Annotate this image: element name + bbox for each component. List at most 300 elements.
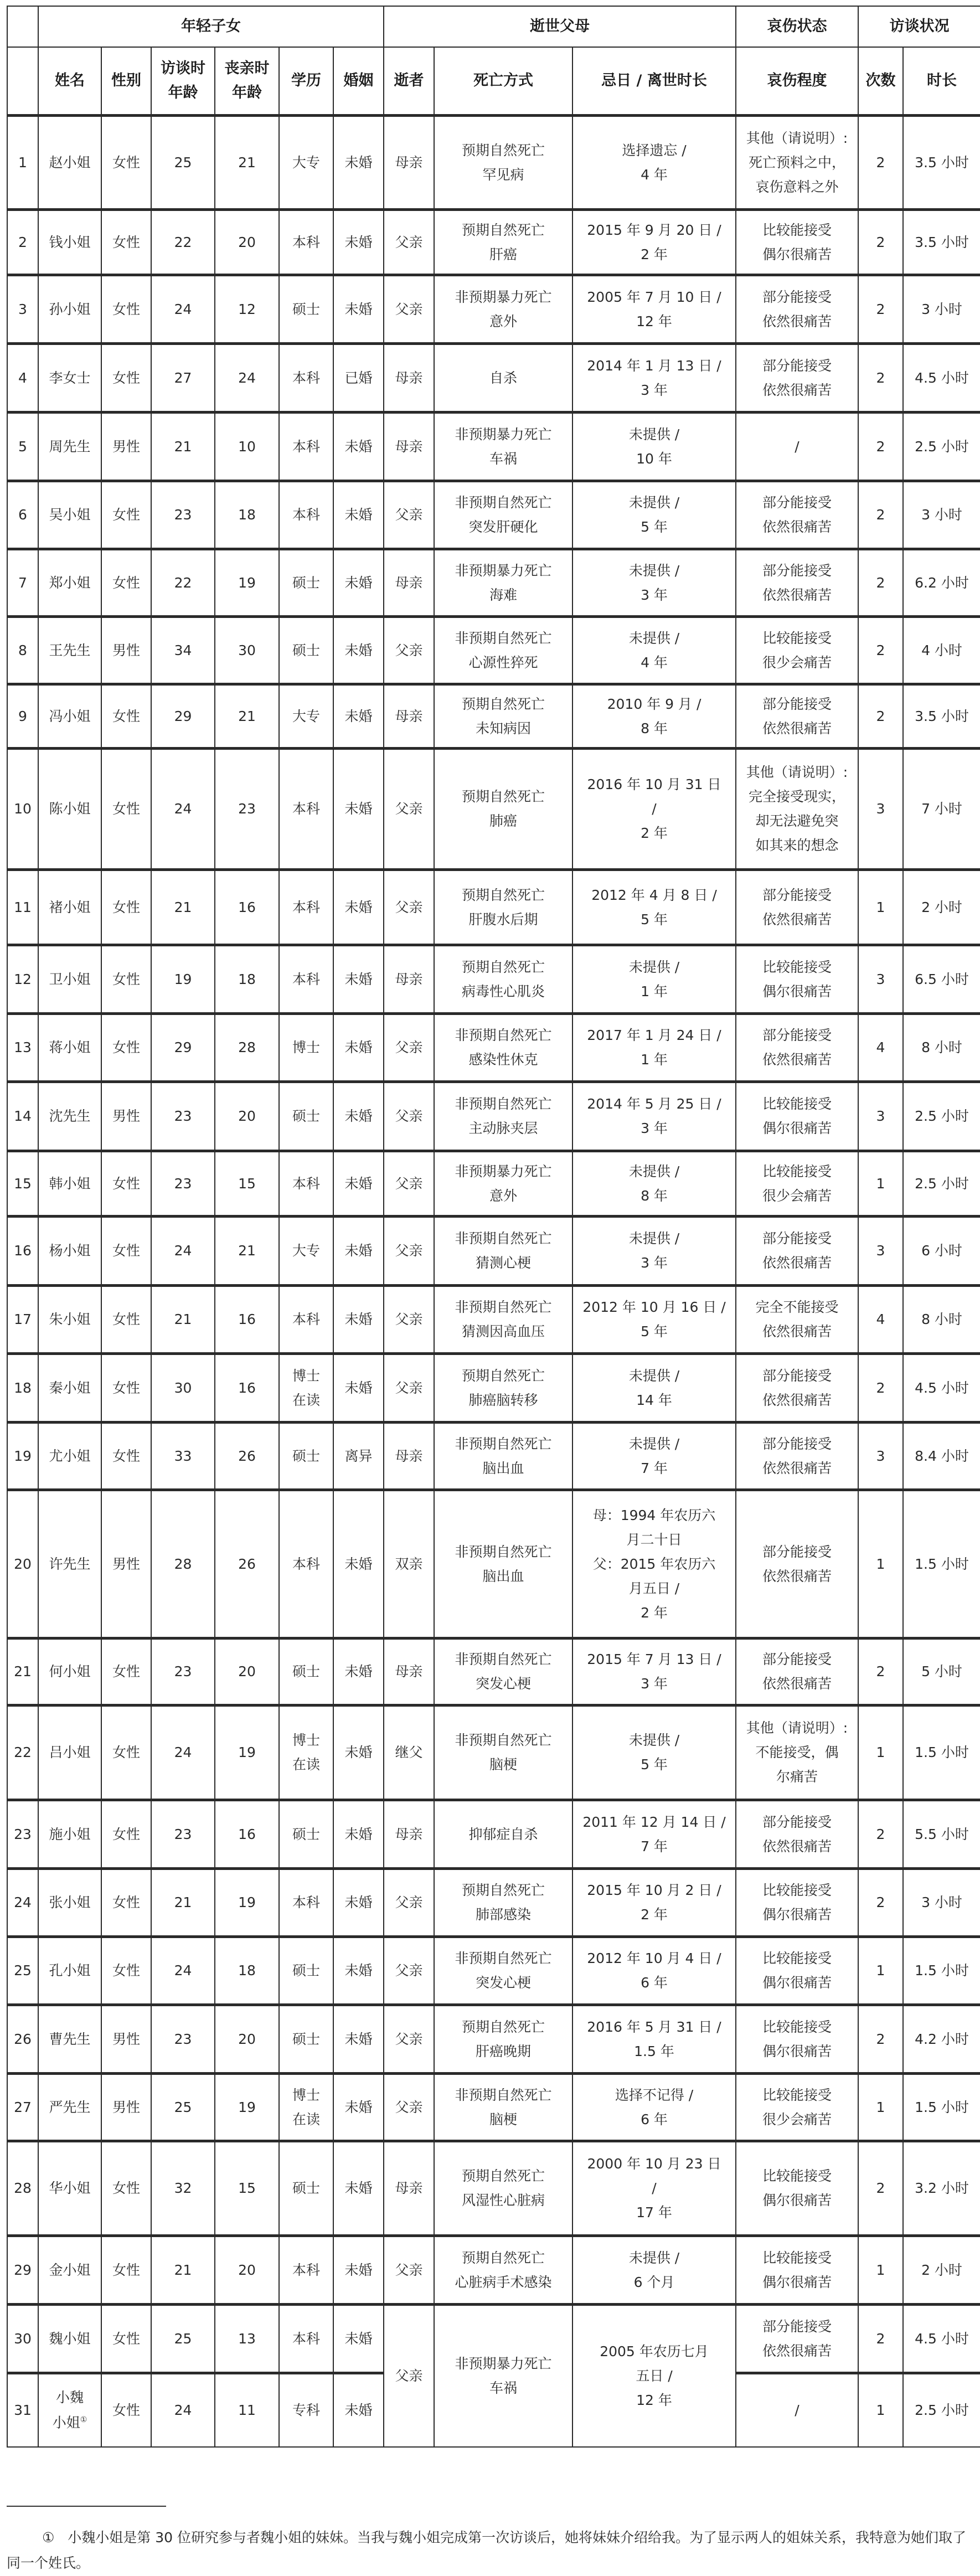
cell-education: 本科 <box>279 210 333 275</box>
cell-education: 本科 <box>279 870 333 945</box>
cell-deceased: 父亲 <box>384 275 434 344</box>
cell-no: 15 <box>7 1151 38 1217</box>
cell-age-interview: 34 <box>151 617 215 684</box>
table-row <box>7 2141 980 2236</box>
cell-sessions: 1 <box>858 1490 903 1639</box>
cell-date-duration: 2005 年农历七月 五日 / 12 年 <box>572 2305 736 2447</box>
cell-education: 硕士 <box>279 2141 333 2236</box>
cell-marital: 未婚 <box>333 870 384 945</box>
cell-duration: 1.5 小时 <box>903 1490 980 1639</box>
cell-date-duration: 2010 年 9 月 / 8 年 <box>572 684 736 749</box>
cell-age-interview: 30 <box>151 1354 215 1423</box>
cell-no: 27 <box>7 2074 38 2141</box>
cell-education: 硕士 <box>279 1423 333 1490</box>
cell-deceased: 父亲 <box>384 1937 434 2005</box>
cell-date-duration: 2015 年 10 月 2 日 / 2 年 <box>572 1869 736 1937</box>
cell-marital: 未婚 <box>333 481 384 549</box>
cell-grief: 部分能接受 依然很痛苦 <box>736 1217 858 1286</box>
cell-date-duration: 未提供 / 5 年 <box>572 481 736 549</box>
cell-duration: 3.2 小时 <box>903 2141 980 2236</box>
cell-sessions: 2 <box>858 413 903 481</box>
table-row <box>7 2236 980 2305</box>
cell-deceased: 父亲 <box>384 749 434 870</box>
cell-death-type: 预期自然死亡 未知病因 <box>434 684 572 749</box>
cell-deceased: 母亲 <box>384 1423 434 1490</box>
column-header: 时长 <box>903 47 980 116</box>
cell-gender: 男性 <box>101 2074 151 2141</box>
cell-date-duration: 2016 年 10 月 31 日 / 2 年 <box>572 749 736 870</box>
cell-death-type: 非预期自然死亡 突发肝硬化 <box>434 481 572 549</box>
cell-no: 24 <box>7 1869 38 1937</box>
cell-name: 施小姐 <box>38 1800 101 1869</box>
table-body <box>7 116 980 2447</box>
cell-death-type: 非预期自然死亡 猜测心梗 <box>434 1217 572 1286</box>
cell-date-duration: 2005 年 7 月 10 日 / 12 年 <box>572 275 736 344</box>
cell-duration: 6.5 小时 <box>903 945 980 1014</box>
cell-date-duration: 母：1994 年农历六 月二十日 父：2015 年农历六 月五日 / 2 年 <box>572 1490 736 1639</box>
cell-marital: 未婚 <box>333 2074 384 2141</box>
cell-age-loss: 20 <box>215 210 279 275</box>
cell-education: 博士 在读 <box>279 2074 333 2141</box>
cell-age-loss: 19 <box>215 2074 279 2141</box>
column-header: 死亡方式 <box>434 47 572 116</box>
cell-name: 尤小姐 <box>38 1423 101 1490</box>
footnote-reference[interactable]: ① <box>80 2415 87 2425</box>
table-row <box>7 1354 980 1423</box>
cell-deceased: 父亲 <box>384 870 434 945</box>
cell-age-interview: 23 <box>151 1800 215 1869</box>
cell-marital: 未婚 <box>333 617 384 684</box>
cell-duration: 1.5 小时 <box>903 1937 980 2005</box>
cell-gender: 女性 <box>101 116 151 210</box>
cell-marital: 未婚 <box>333 1639 384 1706</box>
table-row <box>7 116 980 210</box>
cell-grief: 部分能接受 依然很痛苦 <box>736 481 858 549</box>
cell-deceased: 继父 <box>384 1706 434 1800</box>
table-row <box>7 2305 980 2373</box>
cell-marital: 未婚 <box>333 1151 384 1217</box>
cell-grief: 比较能接受 偶尔很痛苦 <box>736 2005 858 2074</box>
cell-death-type: 非预期自然死亡 感染性休克 <box>434 1014 572 1082</box>
cell-sessions: 3 <box>858 749 903 870</box>
cell-sessions: 3 <box>858 1082 903 1151</box>
cell-date-duration: 2015 年 9 月 20 日 / 2 年 <box>572 210 736 275</box>
cell-education: 硕士 <box>279 275 333 344</box>
cell-gender: 女性 <box>101 1151 151 1217</box>
column-header: 学历 <box>279 47 333 116</box>
cell-age-interview: 32 <box>151 2141 215 2236</box>
cell-date-duration: 选择不记得 / 6 年 <box>572 2074 736 2141</box>
cell-gender: 女性 <box>101 1423 151 1490</box>
cell-sessions: 4 <box>858 1286 903 1354</box>
cell-marital: 未婚 <box>333 1869 384 1937</box>
cell-gender: 女性 <box>101 549 151 617</box>
cell-sessions: 4 <box>858 1014 903 1082</box>
cell-sessions: 1 <box>858 2236 903 2305</box>
cell-gender: 女性 <box>101 2373 151 2447</box>
table-row <box>7 1151 980 1217</box>
cell-deceased: 父亲 <box>384 1869 434 1937</box>
cell-age-interview: 23 <box>151 2005 215 2074</box>
cell-duration: 3 小时 <box>903 275 980 344</box>
cell-duration: 6 小时 <box>903 1217 980 1286</box>
cell-sessions: 2 <box>858 275 903 344</box>
cell-gender: 男性 <box>101 2005 151 2074</box>
cell-education: 博士 <box>279 1014 333 1082</box>
cell-death-type: 非预期自然死亡 突发心梗 <box>434 1639 572 1706</box>
cell-death-type: 非预期自然死亡 脑梗 <box>434 2074 572 2141</box>
cell-sessions: 2 <box>858 1800 903 1869</box>
cell-sessions: 3 <box>858 1423 903 1490</box>
cell-age-interview: 21 <box>151 870 215 945</box>
cell-gender: 女性 <box>101 945 151 1014</box>
cell-sessions: 2 <box>858 1869 903 1937</box>
cell-death-type: 预期自然死亡 肺癌脑转移 <box>434 1354 572 1423</box>
cell-age-interview: 29 <box>151 684 215 749</box>
cell-date-duration: 2017 年 1 月 24 日 / 1 年 <box>572 1014 736 1082</box>
cell-date-duration: 未提供 / 5 年 <box>572 1706 736 1800</box>
cell-no: 14 <box>7 1082 38 1151</box>
cell-age-interview: 33 <box>151 1423 215 1490</box>
cell-name: 蒋小姐 <box>38 1014 101 1082</box>
cell-sessions: 2 <box>858 2005 903 2074</box>
cell-sessions: 1 <box>858 2373 903 2447</box>
cell-grief: 部分能接受 依然很痛苦 <box>736 1014 858 1082</box>
table-row <box>7 1639 980 1706</box>
cell-name: 张小姐 <box>38 1869 101 1937</box>
cell-death-type: 非预期自然死亡 脑出血 <box>434 1490 572 1639</box>
cell-death-type: 预期自然死亡 肝癌 <box>434 210 572 275</box>
cell-education: 本科 <box>279 945 333 1014</box>
table-row <box>7 2005 980 2074</box>
footnote <box>7 2525 974 2576</box>
table-row <box>7 1014 980 1082</box>
cell-duration: 4.5 小时 <box>903 344 980 413</box>
cell-age-loss: 15 <box>215 2141 279 2236</box>
cell-age-interview: 24 <box>151 749 215 870</box>
cell-deceased: 母亲 <box>384 945 434 1014</box>
cell-date-duration: 2012 年 4 月 8 日 / 5 年 <box>572 870 736 945</box>
cell-marital: 未婚 <box>333 1354 384 1423</box>
cell-date-duration: 未提供 / 7 年 <box>572 1423 736 1490</box>
column-header: 次数 <box>858 47 903 116</box>
cell-marital: 未婚 <box>333 275 384 344</box>
cell-sessions: 2 <box>858 549 903 617</box>
cell-education: 大专 <box>279 116 333 210</box>
table-row <box>7 2074 980 2141</box>
cell-grief: 其他（请说明）: 死亡预料之中， 哀伤意料之外 <box>736 116 858 210</box>
cell-gender: 男性 <box>101 1082 151 1151</box>
cell-name: 严先生 <box>38 2074 101 2141</box>
cell-deceased: 父亲 <box>384 1354 434 1423</box>
cell-gender: 男性 <box>101 1490 151 1639</box>
cell-no: 29 <box>7 2236 38 2305</box>
cell-marital: 未婚 <box>333 684 384 749</box>
cell-education: 硕士 <box>279 1082 333 1151</box>
cell-deceased: 母亲 <box>384 413 434 481</box>
cell-death-type: 非预期暴力死亡 意外 <box>434 275 572 344</box>
cell-marital: 未婚 <box>333 1286 384 1354</box>
cell-gender: 男性 <box>101 413 151 481</box>
cell-gender: 女性 <box>101 1639 151 1706</box>
cell-duration: 5 小时 <box>903 1639 980 1706</box>
cell-no: 31 <box>7 2373 38 2447</box>
cell-deceased: 父亲 <box>384 1286 434 1354</box>
cell-age-loss: 30 <box>215 617 279 684</box>
cell-sessions: 3 <box>858 1217 903 1286</box>
cell-death-type: 预期自然死亡 心脏病手术感染 <box>434 2236 572 2305</box>
cell-age-interview: 23 <box>151 481 215 549</box>
cell-deceased: 父亲 <box>384 2005 434 2074</box>
cell-date-duration: 2015 年 7 月 13 日 / 3 年 <box>572 1639 736 1706</box>
cell-age-loss: 21 <box>215 116 279 210</box>
cell-gender: 女性 <box>101 1217 151 1286</box>
cell-duration: 2.5 小时 <box>903 1151 980 1217</box>
cell-grief: 比较能接受 偶尔很痛苦 <box>736 2141 858 2236</box>
cell-no: 26 <box>7 2005 38 2074</box>
column-header: 丧亲时 年龄 <box>215 47 279 116</box>
cell-duration: 2 小时 <box>903 2236 980 2305</box>
cell-marital: 未婚 <box>333 116 384 210</box>
cell-age-loss: 21 <box>215 1217 279 1286</box>
cell-marital: 未婚 <box>333 2305 384 2373</box>
cell-duration: 7 小时 <box>903 749 980 870</box>
cell-marital: 未婚 <box>333 2373 384 2447</box>
cell-duration: 2.5 小时 <box>903 413 980 481</box>
cell-death-type: 自杀 <box>434 344 572 413</box>
cell-gender: 男性 <box>101 617 151 684</box>
cell-marital: 未婚 <box>333 413 384 481</box>
group-header <box>7 6 38 47</box>
cell-no: 22 <box>7 1706 38 1800</box>
table-row <box>7 1286 980 1354</box>
column-header: 忌日 / 离世时长 <box>572 47 736 116</box>
cell-age-loss: 16 <box>215 1286 279 1354</box>
participants-table <box>7 6 980 2448</box>
cell-name: 小魏 小姐① <box>38 2373 101 2447</box>
cell-duration: 3 小时 <box>903 1869 980 1937</box>
cell-age-interview: 24 <box>151 1706 215 1800</box>
cell-gender: 女性 <box>101 210 151 275</box>
cell-deceased: 父亲 <box>384 2074 434 2141</box>
cell-marital: 未婚 <box>333 2236 384 2305</box>
cell-age-interview: 25 <box>151 116 215 210</box>
table-row <box>7 344 980 413</box>
cell-marital: 未婚 <box>333 2005 384 2074</box>
cell-grief: 部分能接受 依然很痛苦 <box>736 870 858 945</box>
cell-education: 硕士 <box>279 1800 333 1869</box>
cell-duration: 4.2 小时 <box>903 2005 980 2074</box>
cell-education: 本科 <box>279 2236 333 2305</box>
cell-deceased: 父亲 <box>384 1082 434 1151</box>
table-row <box>7 617 980 684</box>
cell-name: 秦小姐 <box>38 1354 101 1423</box>
footnote-mark: ① <box>42 2529 55 2546</box>
cell-date-duration: 未提供 / 1 年 <box>572 945 736 1014</box>
cell-duration: 5.5 小时 <box>903 1800 980 1869</box>
cell-sessions: 1 <box>858 1151 903 1217</box>
cell-gender: 女性 <box>101 749 151 870</box>
cell-sessions: 2 <box>858 210 903 275</box>
cell-grief: 部分能接受 依然很痛苦 <box>736 684 858 749</box>
cell-education: 本科 <box>279 1151 333 1217</box>
cell-marital: 未婚 <box>333 1490 384 1639</box>
cell-age-interview: 25 <box>151 2074 215 2141</box>
cell-grief: 比较能接受 偶尔很痛苦 <box>736 1082 858 1151</box>
cell-no: 2 <box>7 210 38 275</box>
cell-no: 7 <box>7 549 38 617</box>
cell-death-type: 非预期暴力死亡 意外 <box>434 1151 572 1217</box>
cell-name: 冯小姐 <box>38 684 101 749</box>
cell-name: 何小姐 <box>38 1639 101 1706</box>
cell-marital: 未婚 <box>333 1800 384 1869</box>
cell-grief: 比较能接受 很少会痛苦 <box>736 617 858 684</box>
cell-grief: 其他（请说明）: 不能接受，偶 尔痛苦 <box>736 1706 858 1800</box>
cell-gender: 女性 <box>101 344 151 413</box>
cell-age-interview: 29 <box>151 1014 215 1082</box>
cell-no: 12 <box>7 945 38 1014</box>
column-header: 访谈时 年龄 <box>151 47 215 116</box>
group-header: 年轻子女 <box>38 6 384 47</box>
table-row <box>7 1706 980 1800</box>
cell-deceased: 父亲 <box>384 1014 434 1082</box>
cell-education: 硕士 <box>279 549 333 617</box>
cell-no: 23 <box>7 1800 38 1869</box>
cell-age-loss: 18 <box>215 1937 279 2005</box>
cell-age-interview: 24 <box>151 1937 215 2005</box>
cell-marital: 未婚 <box>333 210 384 275</box>
cell-grief: 部分能接受 依然很痛苦 <box>736 275 858 344</box>
cell-name: 褚小姐 <box>38 870 101 945</box>
cell-age-interview: 22 <box>151 210 215 275</box>
cell-death-type: 预期自然死亡 风湿性心脏病 <box>434 2141 572 2236</box>
cell-grief: 部分能接受 依然很痛苦 <box>736 1354 858 1423</box>
cell-grief: 比较能接受 偶尔很痛苦 <box>736 1937 858 2005</box>
cell-sessions: 2 <box>858 1354 903 1423</box>
cell-age-loss: 19 <box>215 1869 279 1937</box>
cell-education: 硕士 <box>279 1639 333 1706</box>
cell-grief: 比较能接受 很少会痛苦 <box>736 2074 858 2141</box>
cell-age-interview: 23 <box>151 1151 215 1217</box>
cell-date-duration: 2011 年 12 月 14 日 / 7 年 <box>572 1800 736 1869</box>
cell-age-interview: 21 <box>151 1286 215 1354</box>
cell-gender: 女性 <box>101 275 151 344</box>
cell-no: 5 <box>7 413 38 481</box>
cell-gender: 女性 <box>101 1286 151 1354</box>
table-row <box>7 1217 980 1286</box>
cell-name: 吕小姐 <box>38 1706 101 1800</box>
cell-name: 郑小姐 <box>38 549 101 617</box>
cell-age-interview: 25 <box>151 2305 215 2373</box>
cell-name: 赵小姐 <box>38 116 101 210</box>
cell-death-type: 非预期自然死亡 猜测因高血压 <box>434 1286 572 1354</box>
cell-age-loss: 15 <box>215 1151 279 1217</box>
cell-name: 李女士 <box>38 344 101 413</box>
cell-education: 本科 <box>279 413 333 481</box>
cell-education: 本科 <box>279 344 333 413</box>
cell-sessions: 2 <box>858 344 903 413</box>
cell-death-type: 非预期暴力死亡 车祸 <box>434 413 572 481</box>
cell-name: 金小姐 <box>38 2236 101 2305</box>
cell-education: 专科 <box>279 2373 333 2447</box>
cell-education: 本科 <box>279 1490 333 1639</box>
cell-marital: 未婚 <box>333 1014 384 1082</box>
table-row <box>7 684 980 749</box>
table-row <box>7 945 980 1014</box>
cell-duration: 1.5 小时 <box>903 1706 980 1800</box>
cell-age-loss: 26 <box>215 1423 279 1490</box>
cell-age-loss: 18 <box>215 945 279 1014</box>
table-row <box>7 1490 980 1639</box>
cell-death-type: 预期自然死亡 肺部感染 <box>434 1869 572 1937</box>
cell-duration: 3.5 小时 <box>903 210 980 275</box>
table-row <box>7 413 980 481</box>
cell-grief: 其他（请说明）: 完全接受现实， 却无法避免突 如其来的想念 <box>736 749 858 870</box>
cell-age-loss: 28 <box>215 1014 279 1082</box>
cell-age-loss: 20 <box>215 1639 279 1706</box>
cell-name: 卫小姐 <box>38 945 101 1014</box>
cell-age-loss: 16 <box>215 1800 279 1869</box>
cell-sessions: 1 <box>858 1706 903 1800</box>
table-row <box>7 749 980 870</box>
cell-death-type: 抑郁症自杀 <box>434 1800 572 1869</box>
group-header-row <box>7 6 980 47</box>
cell-name: 王先生 <box>38 617 101 684</box>
cell-name: 孔小姐 <box>38 1937 101 2005</box>
cell-name: 许先生 <box>38 1490 101 1639</box>
cell-death-type: 非预期自然死亡 心源性猝死 <box>434 617 572 684</box>
cell-age-loss: 11 <box>215 2373 279 2447</box>
cell-age-interview: 24 <box>151 1217 215 1286</box>
cell-sessions: 2 <box>858 2141 903 2236</box>
group-header: 访谈状况 <box>858 6 980 47</box>
cell-gender: 女性 <box>101 1706 151 1800</box>
cell-death-type: 非预期暴力死亡 车祸 <box>434 2305 572 2447</box>
cell-deceased: 父亲 <box>384 617 434 684</box>
cell-sessions: 1 <box>858 1937 903 2005</box>
column-header: 哀伤程度 <box>736 47 858 116</box>
cell-no: 19 <box>7 1423 38 1490</box>
cell-age-loss: 12 <box>215 275 279 344</box>
cell-gender: 女性 <box>101 2305 151 2373</box>
cell-deceased: 母亲 <box>384 1800 434 1869</box>
cell-name: 沈先生 <box>38 1082 101 1151</box>
cell-death-type: 预期自然死亡 罕见病 <box>434 116 572 210</box>
table-row <box>7 210 980 275</box>
cell-marital: 已婚 <box>333 344 384 413</box>
cell-age-loss: 23 <box>215 749 279 870</box>
cell-no: 17 <box>7 1286 38 1354</box>
cell-sessions: 2 <box>858 617 903 684</box>
cell-name: 韩小姐 <box>38 1151 101 1217</box>
cell-sessions: 2 <box>858 2305 903 2373</box>
cell-age-loss: 10 <box>215 413 279 481</box>
cell-death-type: 非预期自然死亡 脑出血 <box>434 1423 572 1490</box>
cell-no: 21 <box>7 1639 38 1706</box>
table-row <box>7 549 980 617</box>
cell-grief: 比较能接受 偶尔很痛苦 <box>736 1869 858 1937</box>
cell-grief: 比较能接受 很少会痛苦 <box>736 1151 858 1217</box>
cell-age-loss: 19 <box>215 1706 279 1800</box>
cell-name: 朱小姐 <box>38 1286 101 1354</box>
cell-sessions: 3 <box>858 945 903 1014</box>
cell-no: 20 <box>7 1490 38 1639</box>
cell-gender: 女性 <box>101 1869 151 1937</box>
cell-age-interview: 24 <box>151 2373 215 2447</box>
footnote-divider <box>7 2506 166 2507</box>
cell-duration: 6.2 小时 <box>903 549 980 617</box>
cell-date-duration: 2014 年 1 月 13 日 / 3 年 <box>572 344 736 413</box>
